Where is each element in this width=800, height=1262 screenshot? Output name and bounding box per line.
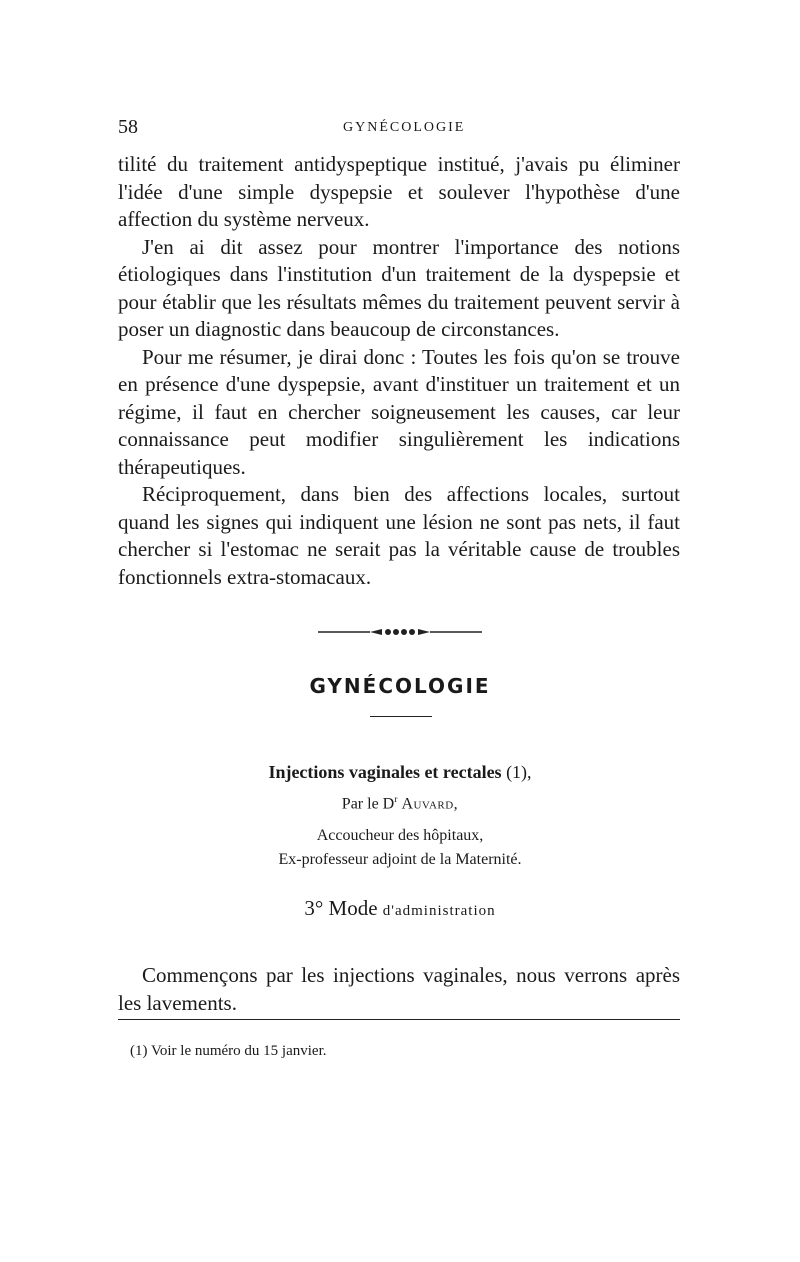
section-rule [370, 716, 432, 717]
author-name: Auvard, [401, 795, 459, 813]
body-text [118, 151, 680, 591]
author-affiliation-2: Ex-professeur adjoint de la Maternité. [278, 851, 522, 868]
byline-prefix: Par le D [341, 795, 395, 813]
footnote-ref: (1), [506, 762, 532, 782]
article-title-text: Injections vaginales et rectales [268, 762, 502, 782]
footnote: (1) Voir le numéro du 15 janvier. [130, 1043, 327, 1059]
footnote-rule [118, 1019, 680, 1020]
subsection-number: 3° [304, 896, 324, 920]
running-title: GYNÉCOLOGIE [343, 120, 466, 135]
byline [0, 794, 800, 813]
byline-sup: r [394, 794, 398, 805]
author-affiliation-1: Accoucheur des hôpitaux, [316, 827, 484, 844]
paragraph-3: Pour me résumer, je dirai donc : Toutes les fois qu'on se trouve en présence d'une dyspepsie, avant d'instituer un traitement et un régime, il faut en chercher soigneusement les causes, car leur connaissance peut modifier singulièrement les indications thérapeutiques. [118, 344, 680, 479]
separator-ornament [318, 625, 482, 639]
paragraph-2: J'en ai dit assez pour montrer l'importance des notions étiologiques dans l'institution d'un traitement de la dyspepsie et pour établir que les résultats mêmes du traitement peuvent servir à poser un diagnostic dans beaucoup de circonstances. [118, 234, 680, 341]
subsection-heading [0, 896, 800, 921]
page-number: 58 [118, 116, 138, 138]
subsection-rest: d'administration [382, 903, 496, 919]
closing-paragraph: Commençons par les injections vaginales, nous verrons après les lavements. [118, 963, 680, 1015]
subsection-word: Mode [328, 896, 378, 920]
article-title [0, 762, 800, 783]
running-head [118, 116, 680, 140]
section-title: GYNÉCOLOGIE [309, 674, 491, 698]
paragraph-1: tilité du traitement antidyspeptique institué, j'avais pu éliminer l'idée d'une simple dyspepsie et soulever l'hypothèse d'une affection du système nerveux. [118, 152, 680, 231]
paragraph-4: Réciproquement, dans bien des affections locales, surtout quand les signes qui indiquent une lésion ne sont pas nets, il faut chercher si l'estomac ne serait pas la véritable cause de troubles fonctionnels extra-stomacaux. [118, 482, 680, 589]
